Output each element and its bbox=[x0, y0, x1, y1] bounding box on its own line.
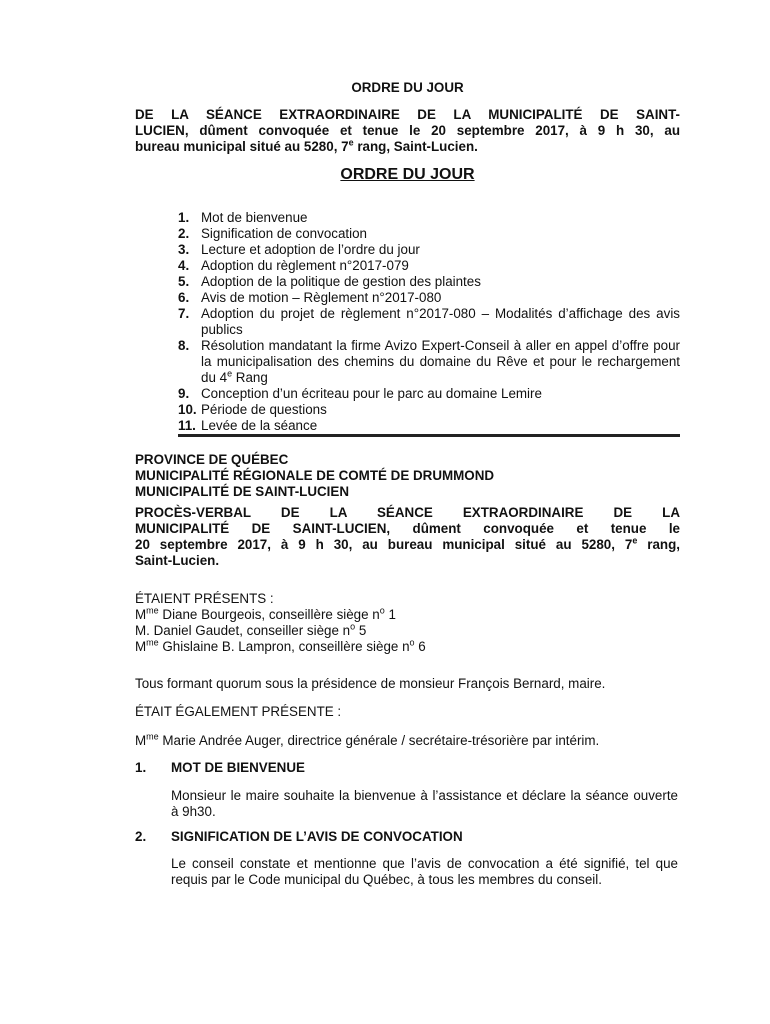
province-block bbox=[135, 452, 680, 500]
agenda-item: 6. Avis de motion – Règlement n°2017-080 bbox=[178, 290, 442, 305]
member-line: $M^{me}$ Ghislaine B. Lampron, conseillère siège $n^o$ 6 bbox=[135, 637, 426, 654]
pv-line-2: MUNICIPALITÉ DE SAINT-LUCIEN, dûment convoquée et tenue le bbox=[135, 521, 680, 536]
pv-line-3: 20 septembre 2017, à 9 h 30, au bureau municipal situé au 5280, 7e rang, bbox=[135, 535, 680, 552]
agenda-item: 10. Période de questions bbox=[178, 402, 327, 417]
presents-heading: ÉTAIENT PRÉSENTS : bbox=[135, 591, 274, 606]
presents-block bbox=[135, 591, 680, 655]
agenda-item: 9. Conception d’un écriteau pour le parc au domaine Lemire bbox=[178, 386, 542, 401]
section-text: Monsieur le maire souhaite la bienvenue à l’assistance et déclare la séance ouverte à 9h30. bbox=[171, 788, 678, 819]
section-number: 2. bbox=[135, 829, 147, 844]
intro-line-2: LUCIEN, dûment convoquée et tenue le 20 septembre 2017, à 9 h 30, au bbox=[135, 123, 680, 138]
agenda-item: 2. Signification de convocation bbox=[178, 226, 368, 241]
agenda-divider bbox=[178, 434, 680, 437]
intro-line-3: bureau municipal situé au 5280, 7e rang, Saint-Lucien. bbox=[135, 137, 478, 154]
pv-line-1: PROCÈS-VERBAL DE LA SÉANCE EXTRAORDINAIRE DE LA bbox=[135, 505, 680, 520]
agenda-item: 1. Mot de bienvenue bbox=[178, 210, 308, 225]
intro-paragraph bbox=[135, 107, 680, 155]
top-title: ORDRE DU JOUR bbox=[351, 80, 464, 95]
section-title: SIGNIFICATION DE L’AVIS DE CONVOCATION bbox=[171, 829, 463, 844]
also-present-heading: ÉTAIT ÉGALEMENT PRÉSENTE : bbox=[135, 704, 342, 719]
intro-line-1: DE LA SÉANCE EXTRAORDINAIRE DE LA MUNICIPALITÉ DE SAINT- bbox=[135, 107, 680, 122]
section-title: MOT DE BIENVENUE bbox=[171, 760, 305, 775]
agenda-item: 8. Résolution mandatant la firme Avizo Expert-Conseil à aller en appel d’offre pour la municipalisation des chemins du domaine du Rêve et pour le rechargement du 4e Rang bbox=[178, 338, 680, 385]
agenda-list bbox=[178, 210, 680, 434]
agenda-item: 11. Levée de la séance bbox=[178, 418, 318, 433]
agenda-item: 5. Adoption de la politique de gestion des plaintes bbox=[178, 274, 481, 289]
mrc-line: MUNICIPALITÉ RÉGIONALE DE COMTÉ DE DRUMMOND bbox=[135, 468, 495, 483]
agenda-item: 3. Lecture et adoption de l’ordre du jour bbox=[178, 242, 420, 257]
agenda-item: 4. Adoption du règlement n°2017-079 bbox=[178, 258, 409, 273]
province-line: PROVINCE DE QUÉBEC bbox=[135, 452, 289, 467]
main-title: ORDRE DU JOUR bbox=[340, 166, 475, 183]
municipality-line: MUNICIPALITÉ DE SAINT-LUCIEN bbox=[135, 484, 350, 499]
agenda-item: 7. Adoption du projet de règlement n°2017-080 – Modalités d’affichage des avis publics bbox=[178, 306, 680, 337]
member-line: M. Daniel Gaudet, conseiller siège $n^o$ 5 bbox=[135, 621, 367, 638]
section-text: Le conseil constate et mentionne que l’avis de convocation a été signifié, tel que requis par le Code municipal du Québec, à tous les membres du conseil. bbox=[171, 856, 678, 887]
proces-verbal-paragraph bbox=[135, 505, 680, 569]
also-present-text: $M^{me}$ Marie Andrée Auger, directrice générale / secrétaire-trésorière par intérim. bbox=[135, 731, 600, 748]
quorum-text: Tous formant quorum sous la présidence de monsieur François Bernard, maire. bbox=[135, 676, 606, 691]
section-number: 1. bbox=[135, 760, 147, 775]
pv-line-4: Saint-Lucien. bbox=[135, 553, 220, 568]
member-line: $M^{me}$ Diane Bourgeois, conseillère siège $n^o$ 1 bbox=[135, 605, 396, 622]
